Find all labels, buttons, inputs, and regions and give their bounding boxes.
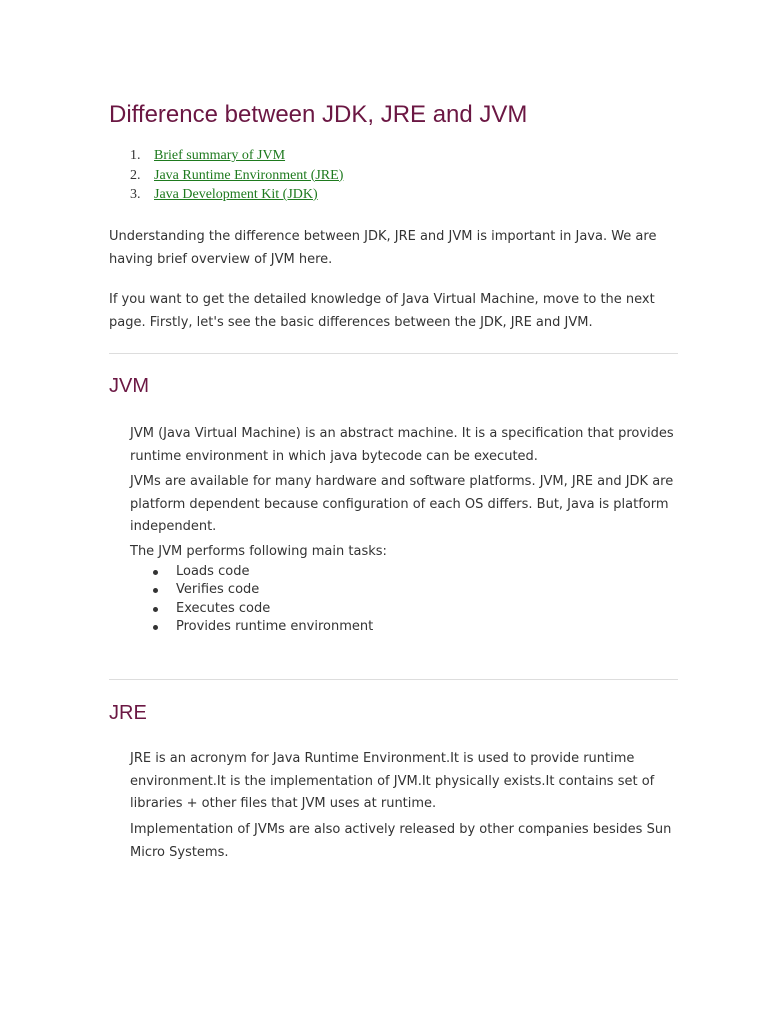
text-line: libraries + other files that JVM uses at runtime.: [130, 796, 437, 811]
jvm-paragraph: [130, 423, 674, 468]
text-line: runtime environment in which java bytecode can be executed.: [130, 448, 538, 464]
toc-number: 2.: [130, 167, 141, 183]
bullet-icon: [153, 570, 158, 575]
toc-link-jre[interactable]: Java Runtime Environment (JRE): [154, 167, 344, 183]
intro-paragraph: [109, 226, 669, 271]
section-heading-jre: JRE: [109, 702, 147, 724]
toc-number: 1.: [130, 148, 141, 163]
toc-link-jvm-summary[interactable]: Brief summary of JVM: [154, 148, 286, 163]
text-line: having brief overview of JVM here.: [109, 251, 333, 267]
bullet-icon: [153, 625, 158, 630]
text-line: Micro Systems.: [130, 844, 229, 860]
list-item-label: Provides runtime environment: [176, 618, 374, 634]
text-line: Understanding the difference between JDK, JRE and JVM is important in Java. We are: [109, 229, 657, 244]
section-divider: [109, 353, 678, 354]
bullet-icon: [153, 607, 158, 612]
list-item: [130, 600, 373, 618]
page-title: Difference between JDK, JRE and JVM: [109, 101, 528, 128]
jvm-task-list: [130, 563, 373, 636]
jvm-tasks-intro: [130, 542, 387, 562]
text-line: The JVM performs following main tasks:: [130, 544, 387, 559]
text-line: platform dependent because configuration of each OS differs. But, Java is platform: [130, 496, 669, 512]
toc-number: 3.: [130, 187, 141, 202]
jre-paragraph: [130, 748, 654, 816]
bullet-icon: [153, 588, 158, 593]
toc-item: [130, 146, 343, 166]
table-of-contents: [130, 146, 343, 205]
toc-link-jdk[interactable]: Java Development Kit (JDK): [154, 187, 318, 202]
text-line: JRE is an acronym for Java Runtime Environment.It is used to provide runtime: [130, 751, 635, 766]
text-line: Implementation of JVMs are also actively released by other companies besides Sun: [130, 822, 672, 837]
text-line: environment.It is the implementation of JVM.It physically exists.It contains set of: [130, 773, 655, 789]
list-item-label: Executes code: [176, 600, 271, 616]
list-item: [130, 618, 373, 636]
section-heading-jvm: JVM: [109, 375, 149, 397]
list-item: [130, 581, 373, 599]
text-line: JVMs are available for many hardware and software platforms. JVM, JRE and JDK are: [130, 474, 674, 489]
toc-item: [130, 166, 343, 186]
list-item-label: Loads code: [176, 564, 250, 579]
text-line: independent.: [130, 519, 217, 534]
jvm-paragraph: [130, 471, 673, 539]
toc-item: [130, 185, 343, 205]
text-line: JVM (Java Virtual Machine) is an abstract machine. It is a specification that provides: [130, 426, 674, 441]
text-line: page. Firstly, let's see the basic differences between the JDK, JRE and JVM.: [109, 314, 593, 330]
text-line: If you want to get the detailed knowledge of Java Virtual Machine, move to the next: [109, 292, 655, 307]
jre-paragraph: [130, 819, 671, 864]
intro-paragraph: [109, 289, 669, 334]
list-item-label: Verifies code: [176, 582, 260, 598]
list-item: [130, 563, 373, 581]
section-divider: [109, 679, 678, 680]
